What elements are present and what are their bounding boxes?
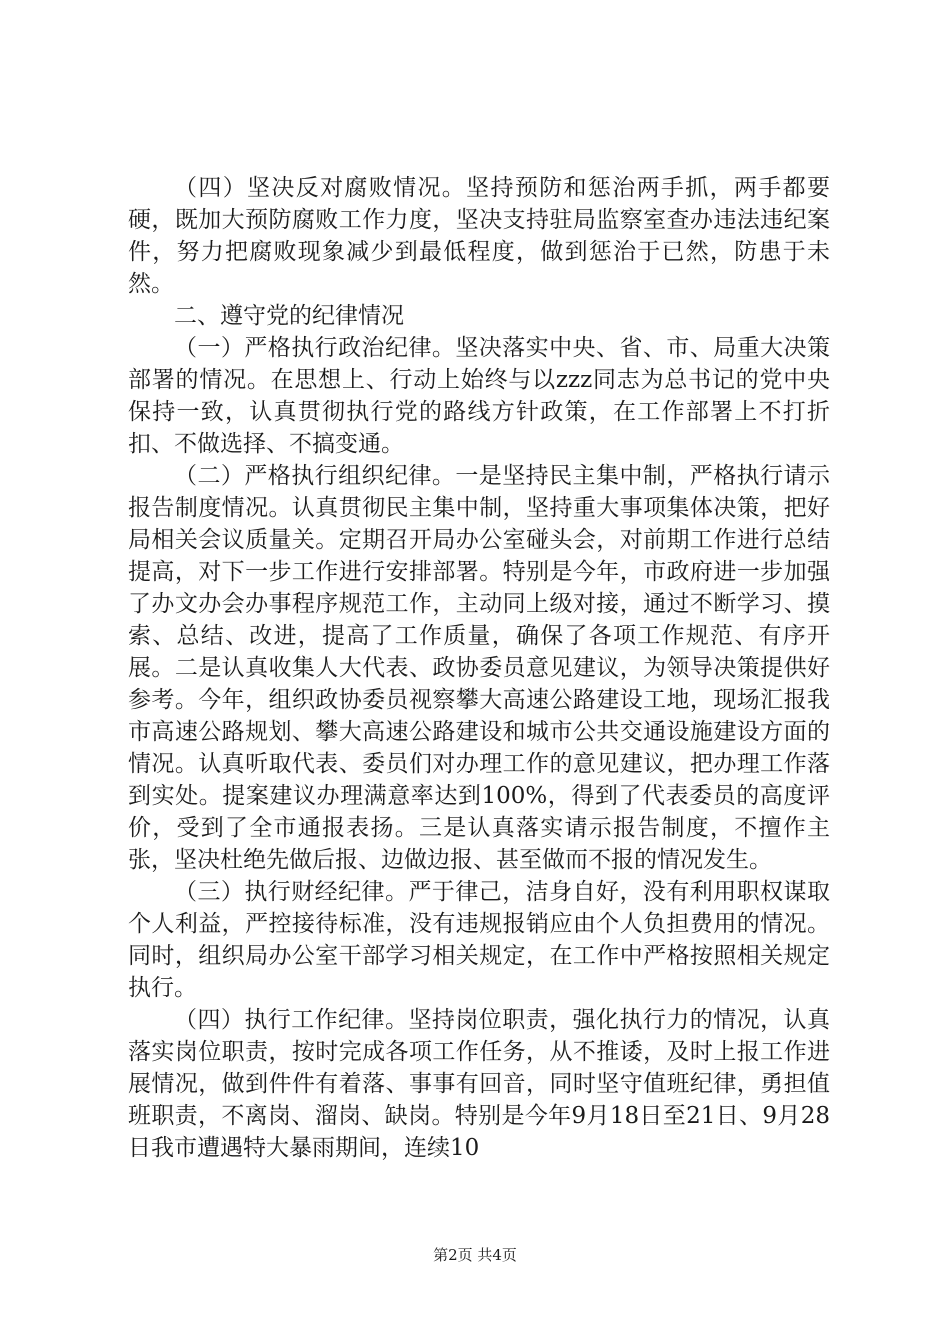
document-body [128, 172, 830, 1164]
section-heading-party-discipline: 二、遵守党的纪律情况 [174, 303, 404, 329]
paragraph-financial-discipline: （三）执行财经纪律。严于律己，洁身自好，没有利用职权谋取个人利益，严控接待标准，没有违规报销应由个人负担费用的情况。同时，组织局办公室干部学习相关规定，在工作中严格按照相关规定执行。 [128, 879, 830, 1001]
paragraph-work-discipline: （四）执行工作纪律。坚持岗位职责，强化执行力的情况，认真落实岗位职责，按时完成各项工作任务，从不推诿，及时上报工作进展情况，做到件件有着落、事事有回音，同时坚守值班纪律，勇担值班职责，不离岗、溜岗、缺岗。特别是今年9月18日至21日、9月28日我市遭遇特大暴雨期间，连续10 [128, 1007, 830, 1161]
paragraph-anti-corruption: （四）坚决反对腐败情况。坚持预防和惩治两手抓，两手都要硬，既加大预防腐败工作力度，坚决支持驻局监察室查办违法违纪案件，努力把腐败现象减少到最低程度，做到惩治于已然，防患于未然。 [128, 175, 830, 297]
paragraph-organizational-discipline: （二）严格执行组织纪律。一是坚持民主集中制，严格执行请示报告制度情况。认真贯彻民主集中制，坚持重大事项集体决策，把好局相关会议质量关。定期召开局办公室碰头会，对前期工作进行总结提高，对下一步工作进行安排部署。特别是今年，市政府进一步加强了办文办会办事程序规范工作，主动同上级对接，通过不断学习、摸索、总结、改进，提高了工作质量，确保了各项工作规范、有序开展。二是认真收集人大代表、政协委员意见建议，为领导决策提供好参考。今年，组织政协委员视察攀大高速公路建设工地，现场汇报我市高速公路规划、攀大高速公路建设和城市公共交通设施建设方面的情况。认真听取代表、委员们对办理工作的意见建议，把办理工作落到实处。提案建议办理满意率达到100%，得到了代表委员的高度评价，受到了全市通报表扬。三是认真落实请示报告制度，不擅作主张，坚决杜绝先做后报、边做边报、甚至做而不报的情况发生。 [128, 463, 830, 873]
paragraph-political-discipline: （一）严格执行政治纪律。坚决落实中央、省、市、局重大决策部署的情况。在思想上、行动上始终与以zzz同志为总书记的党中央保持一致，认真贯彻执行党的路线方针政策，在工作部署上不打折扣、不做选择、不搞变通。 [128, 335, 830, 457]
page-footer: 第2页 共4页 [433, 1246, 517, 1264]
